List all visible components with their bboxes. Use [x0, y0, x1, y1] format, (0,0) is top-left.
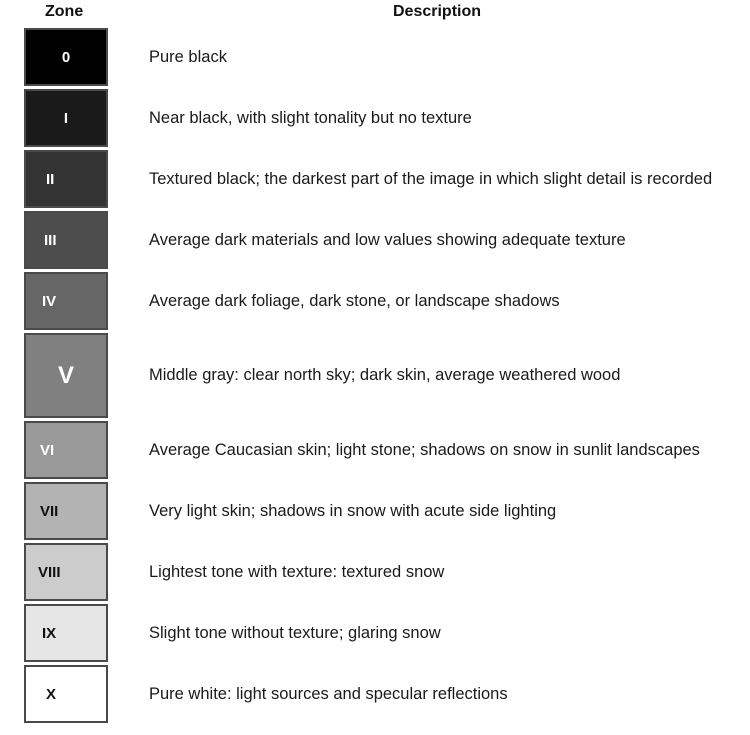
- zone-description: Slight tone without texture; glaring snow: [149, 623, 441, 642]
- zone-label: I: [63, 109, 69, 127]
- zone-swatch: [24, 28, 108, 86]
- zone-label: VI: [40, 441, 55, 459]
- zone-description: Lightest tone with texture: textured snow: [149, 562, 445, 581]
- zone-description: Pure black: [149, 47, 227, 66]
- zone-row: [0, 28, 750, 86]
- zone-swatch: [24, 272, 108, 330]
- zone-row: [0, 421, 750, 479]
- zone-column-header: Zone: [45, 3, 84, 20]
- zone-label: VIII: [38, 563, 61, 581]
- zone-description: Textured black; the darkest part of the image in which slight detail is recorded: [149, 169, 713, 188]
- zone-row: [0, 482, 750, 540]
- zone-label: IX: [42, 624, 57, 642]
- zone-swatch: [24, 604, 108, 662]
- zone-label: II: [46, 170, 55, 188]
- zone-description: Average Caucasian skin; light stone; shadows on snow in sunlit landscapes: [149, 440, 700, 459]
- description-column-header: Description: [393, 3, 482, 20]
- zone-row: [0, 333, 750, 418]
- zone-swatch: [24, 543, 108, 601]
- zone-swatch: [24, 333, 108, 418]
- zone-swatch: [24, 665, 108, 723]
- zone-label: VII: [40, 502, 59, 520]
- zone-description: Very light skin; shadows in snow with acute side lighting: [149, 501, 557, 520]
- zone-swatch: [24, 211, 108, 269]
- zone-row: [0, 211, 750, 269]
- zone-row: [0, 604, 750, 662]
- zone-swatch: [24, 421, 108, 479]
- zone-swatch: [24, 482, 108, 540]
- zone-label: X: [46, 685, 57, 703]
- zone-description: Pure white: light sources and specular reflections: [149, 684, 508, 703]
- zone-row: [0, 543, 750, 601]
- zone-label: V: [57, 361, 74, 389]
- zone-label: III: [44, 231, 57, 249]
- zone-label: IV: [42, 292, 57, 310]
- zone-description: Average dark materials and low values showing adequate texture: [149, 230, 626, 249]
- zone-description: Middle gray: clear north sky; dark skin, average weathered wood: [149, 366, 621, 384]
- zone-row: [0, 665, 750, 723]
- zone-description: Near black, with slight tonality but no texture: [149, 108, 472, 127]
- zone-label: 0: [61, 48, 71, 66]
- zone-description: Average dark foliage, dark stone, or landscape shadows: [149, 291, 560, 310]
- zone-swatch: [24, 89, 108, 147]
- zone-row: [0, 89, 750, 147]
- zone-row: [0, 272, 750, 330]
- zone-row: [0, 150, 750, 208]
- zone-swatch: [24, 150, 108, 208]
